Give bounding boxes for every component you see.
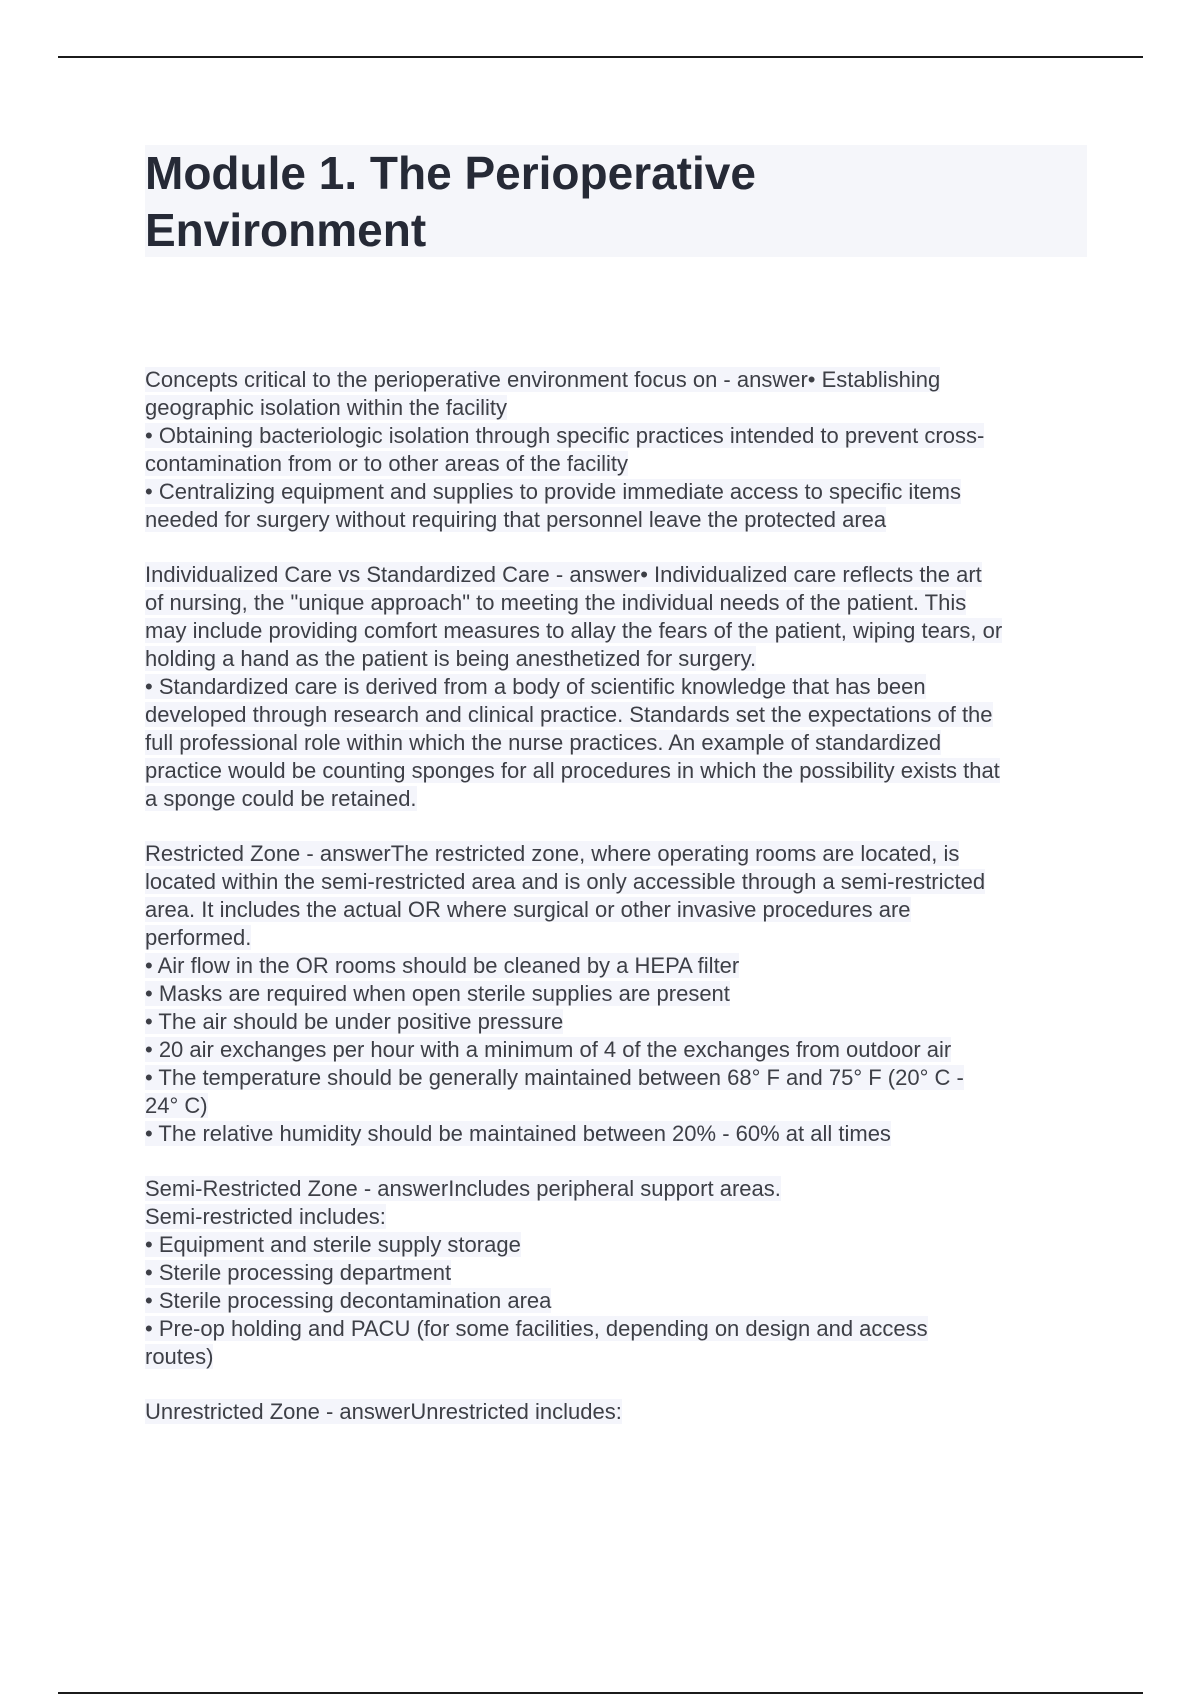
- top-rule: [58, 56, 1143, 58]
- text-line: may include providing comfort measures to allay the fears of the patient, wiping tears, or: [145, 618, 1003, 643]
- text-line: • Air flow in the OR rooms should be cleaned by a HEPA filter: [145, 953, 740, 978]
- qa-item-perioperative-concepts: [145, 366, 1095, 534]
- title-block: [145, 145, 1087, 257]
- text-line: full professional role within which the nurse practices. An example of standardized: [145, 730, 942, 755]
- text-line: Individualized Care vs Standardized Care - answer• Individualized care reflects the art: [145, 562, 982, 587]
- text-line: routes): [145, 1344, 214, 1369]
- title-line: Environment: [145, 204, 427, 256]
- text-line: Unrestricted Zone - answerUnrestricted includes:: [145, 1399, 622, 1424]
- text-line: Concepts critical to the perioperative environment focus on - answer• Establishing: [145, 367, 941, 392]
- text-line: • Centralizing equipment and supplies to provide immediate access to specific items: [145, 479, 961, 504]
- text-line: • Masks are required when open sterile supplies are present: [145, 981, 730, 1006]
- text-line: • Sterile processing department: [145, 1260, 452, 1285]
- document-body: [145, 366, 1095, 1453]
- qa-item-individualized-vs-standardized: [145, 561, 1095, 813]
- qa-item-restricted-zone: [145, 840, 1095, 1148]
- text-line: • The air should be under positive pressure: [145, 1009, 564, 1034]
- text-line: • The relative humidity should be maintained between 20% - 60% at all times: [145, 1121, 891, 1146]
- text-line: developed through research and clinical practice. Standards set the expectations of the: [145, 702, 993, 727]
- text-line: • Equipment and sterile supply storage: [145, 1232, 521, 1257]
- bottom-rule: [58, 1692, 1143, 1694]
- text-line: contamination from or to other areas of the facility: [145, 451, 629, 476]
- text-line: Semi-Restricted Zone - answerIncludes peripheral support areas.: [145, 1176, 781, 1201]
- title-line: Module 1. The Perioperative: [145, 147, 756, 199]
- text-line: located within the semi-restricted area and is only accessible through a semi-restricted: [145, 869, 986, 894]
- text-line: • Obtaining bacteriologic isolation through specific practices intended to prevent cross-: [145, 423, 985, 448]
- text-line: • Sterile processing decontamination area: [145, 1288, 552, 1313]
- text-line: geographic isolation within the facility: [145, 395, 507, 420]
- text-line: a sponge could be retained.: [145, 786, 417, 811]
- page-title: [145, 145, 1087, 259]
- text-line: 24° C): [145, 1093, 208, 1118]
- text-line: Restricted Zone - answerThe restricted zone, where operating rooms are located, is: [145, 841, 960, 866]
- text-line: • Pre-op holding and PACU (for some facilities, depending on design and access: [145, 1316, 928, 1341]
- text-line: • 20 air exchanges per hour with a minimum of 4 of the exchanges from outdoor air: [145, 1037, 952, 1062]
- text-line: needed for surgery without requiring that personnel leave the protected area: [145, 507, 887, 532]
- text-line: of nursing, the "unique approach" to meeting the individual needs of the patient. This: [145, 590, 967, 615]
- text-line: practice would be counting sponges for all procedures in which the possibility exists that: [145, 758, 1000, 783]
- text-line: • Standardized care is derived from a body of scientific knowledge that has been: [145, 674, 926, 699]
- text-line: • The temperature should be generally maintained between 68° F and 75° F (20° C -: [145, 1065, 964, 1090]
- text-line: Semi-restricted includes:: [145, 1204, 386, 1229]
- qa-item-semi-restricted-zone: [145, 1175, 1095, 1371]
- text-line: holding a hand as the patient is being anesthetized for surgery.: [145, 646, 757, 671]
- text-line: performed.: [145, 925, 252, 950]
- qa-item-unrestricted-zone: [145, 1398, 1095, 1426]
- text-line: area. It includes the actual OR where surgical or other invasive procedures are: [145, 897, 911, 922]
